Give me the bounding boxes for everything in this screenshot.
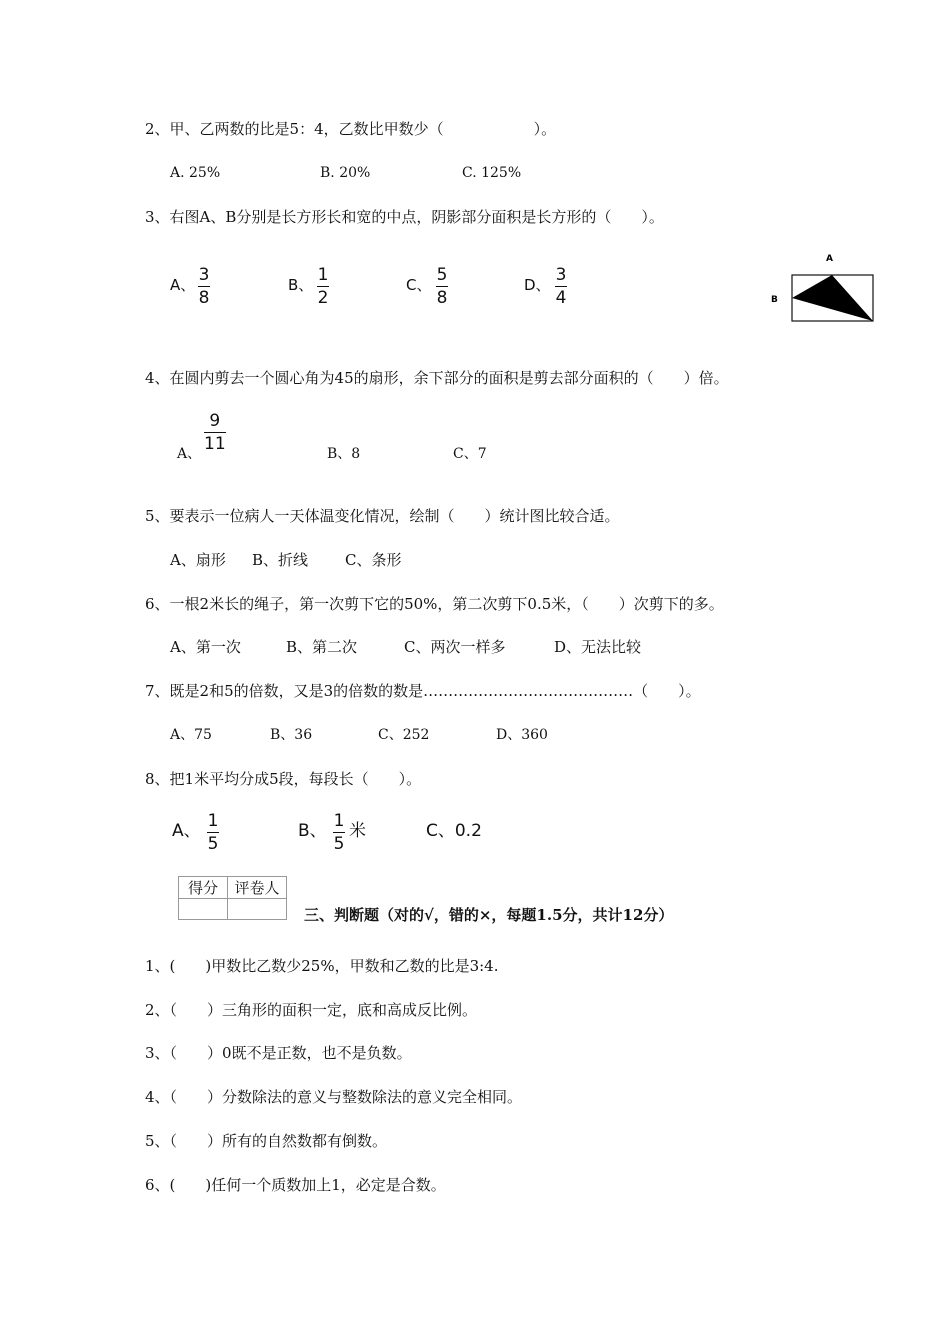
question-2-text: 2、甲、乙两数的比是5：4，乙数比甲数少（ ）。 bbox=[145, 120, 557, 138]
judgement-item-1: 1、( )甲数比乙数少25%，甲数和乙数的比是3:4. bbox=[145, 957, 499, 975]
fraction-numerator: 1 bbox=[317, 265, 329, 285]
question-8-option-c: C、0.2 bbox=[426, 821, 482, 841]
fraction-denominator: 11 bbox=[204, 434, 226, 454]
fraction-bar bbox=[207, 832, 219, 833]
fraction-denominator: 5 bbox=[207, 834, 219, 854]
question-3-option-c-label: C、 bbox=[406, 276, 432, 294]
question-8-option-b-label: B、 bbox=[298, 821, 327, 841]
fraction-numerator: 3 bbox=[198, 265, 210, 285]
question-6-option-a: A、第一次 bbox=[170, 638, 241, 656]
score-table-header-grader: 评卷人 bbox=[228, 877, 287, 899]
fraction-denominator: 2 bbox=[317, 288, 329, 308]
judgement-item-3: 3、（ ）0既不是正数，也不是负数。 bbox=[145, 1044, 412, 1062]
question-5-option-a: A、扇形 bbox=[170, 551, 226, 569]
judgement-item-2: 2、（ ）三角形的面积一定，底和高成反比例。 bbox=[145, 1001, 478, 1019]
question-7-option-d: D、360 bbox=[496, 727, 548, 743]
fraction-denominator: 4 bbox=[555, 288, 567, 308]
figure-shaded-triangle bbox=[792, 275, 873, 321]
fraction-bar bbox=[317, 286, 329, 287]
judgement-item-6: 6、( )任何一个质数加上1，必定是合数。 bbox=[145, 1176, 446, 1194]
question-6-option-d: D、无法比较 bbox=[554, 638, 642, 656]
question-3-option-b-label: B、 bbox=[288, 276, 314, 294]
question-3-option-d-fraction bbox=[555, 265, 567, 308]
question-8-option-a-label: A、 bbox=[172, 821, 201, 841]
score-table-header-score: 得分 bbox=[179, 877, 228, 899]
fraction-numerator: 9 bbox=[209, 411, 221, 431]
question-7-option-b: B、36 bbox=[270, 727, 313, 743]
question-3-text: 3、右图A、B分别是长方形长和宽的中点，阴影部分面积是长方形的（ ）。 bbox=[145, 208, 664, 226]
question-8-option-a-fraction bbox=[207, 811, 219, 854]
score-table-cell-grader bbox=[228, 899, 287, 920]
judgement-item-4: 4、（ ）分数除法的意义与整数除法的意义完全相同。 bbox=[145, 1088, 523, 1106]
figure-point-b-label: B bbox=[771, 295, 778, 305]
question-4-text: 4、在圆内剪去一个圆心角为45的扇形，余下部分的面积是剪去部分面积的（ ）倍。 bbox=[145, 369, 729, 387]
fraction-numerator: 3 bbox=[555, 265, 567, 285]
fraction-bar bbox=[198, 286, 210, 287]
question-2-option-a: A. 25% bbox=[170, 165, 221, 181]
fraction-numerator: 5 bbox=[436, 265, 448, 285]
fraction-denominator: 8 bbox=[436, 288, 448, 308]
figure-point-a-label: A bbox=[826, 254, 833, 264]
fraction-denominator: 8 bbox=[198, 288, 210, 308]
judgement-item-5: 5、（ ）所有的自然数都有倒数。 bbox=[145, 1132, 388, 1150]
score-table bbox=[178, 876, 287, 920]
section-3-heading: 三、判断题（对的√，错的×，每题1.5分，共计12分） bbox=[304, 906, 674, 924]
fraction-denominator: 5 bbox=[333, 834, 345, 854]
question-8-option-b-fraction bbox=[333, 811, 345, 854]
score-table-cell-score bbox=[179, 899, 228, 920]
rectangle-midpoint-figure bbox=[768, 248, 880, 328]
question-6-option-b: B、第二次 bbox=[286, 638, 358, 656]
question-3-option-a-label: A、 bbox=[170, 276, 196, 294]
fraction-bar bbox=[333, 832, 345, 833]
question-2-option-c: C. 125% bbox=[462, 165, 522, 181]
question-3-option-c-fraction bbox=[436, 265, 448, 308]
question-4-option-b: B、8 bbox=[327, 446, 361, 462]
question-6-text: 6、一根2米长的绳子，第一次剪下它的50%，第二次剪下0.5米，（ ）次剪下的多。 bbox=[145, 595, 724, 613]
question-5-option-c: C、条形 bbox=[345, 551, 402, 569]
question-7-option-a: A、75 bbox=[170, 727, 212, 743]
fraction-numerator: 1 bbox=[333, 811, 345, 831]
fraction-bar bbox=[204, 432, 226, 433]
question-6-option-c: C、两次一样多 bbox=[404, 638, 506, 656]
question-3-option-b-fraction bbox=[317, 265, 329, 308]
question-3-option-a-fraction bbox=[198, 265, 210, 308]
question-8-text: 8、把1米平均分成5段，每段长（ ）。 bbox=[145, 770, 422, 788]
question-7-option-c: C、252 bbox=[378, 727, 430, 743]
fraction-bar bbox=[555, 286, 567, 287]
question-7-text: 7、既是2和5的倍数，又是3的倍数的数是……………………………………（ ）。 bbox=[145, 682, 701, 700]
question-4-option-a-fraction bbox=[204, 411, 226, 454]
question-8-option-b-unit: 米 bbox=[349, 821, 366, 841]
question-4-option-c: C、7 bbox=[453, 446, 487, 462]
fraction-numerator: 1 bbox=[207, 811, 219, 831]
question-4-option-a-label: A、 bbox=[177, 446, 202, 462]
fraction-bar bbox=[436, 286, 448, 287]
question-5-option-b: B、折线 bbox=[252, 551, 309, 569]
question-2-option-b: B. 20% bbox=[320, 165, 371, 181]
question-5-text: 5、要表示一位病人一天体温变化情况，绘制（ ）统计图比较合适。 bbox=[145, 507, 620, 525]
question-3-option-d-label: D、 bbox=[524, 276, 551, 294]
